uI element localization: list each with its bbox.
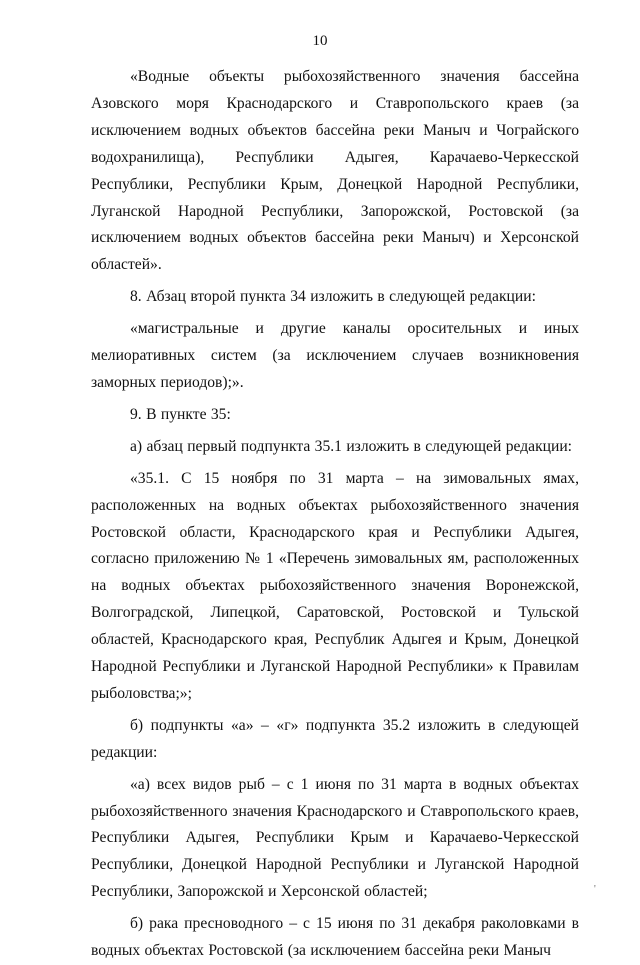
paragraph-water-objects-list: «Водные объекты рыбохозяйственного значения бассейна Азовского моря Краснодарского и Ставропольского краев (за исключением водных объектов бассейна реки Маныч и Чограйского водохранилища), Республики Адыгея, Карачаево-Черкесской Республики, Республики Крым, Донецкой Народной Республики, Луганской Народной Республики, Запорожской, Ростовской (за исключением водных объектов бассейна реки Маныч) и Херсонской областей». (91, 68, 579, 274)
document-body (91, 64, 579, 965)
paragraph-item-8: 8. Абзац второй пункта 34 изложить в следующей редакции: (130, 288, 536, 306)
paragraph-subitem-a: а) абзац первый подпункта 35.1 изложить в следующей редакции: (130, 437, 573, 455)
scan-margin-mark: ' (594, 884, 596, 895)
paragraph-item-9: 9. В пункте 35: (130, 405, 231, 423)
paragraph-crayfish: б) рака пресноводного – с 15 июня по 31 декабря раколовками в водных объектах Ростовской (за исключением бассейна реки Маныч (91, 915, 579, 960)
paragraph-all-fish-quote: «а) всех видов рыб – с 1 июня по 31 марта в водных объектах рыбохозяйственного значения Краснодарского и Ставропольского краев, Республики Адыгея, Республики Крым и Карачаево-Черкесской Республики, Донецкой Народной Республики и Луганской Народной Республики, Запорожской и Херсонской областей; (91, 775, 579, 901)
paragraph-subitem-b: б) подпункты «а» – «г» подпункта 35.2 изложить в следующей редакции: (91, 716, 579, 761)
paragraph-35-1-quote: «35.1. С 15 ноября по 31 марта – на зимовальных ямах, расположенных на водных объектах рыбохозяйственного значения Ростовской области, Краснодарского края и Республики Адыгея, согласно приложению № 1 «Перечень зимовальных ям, расположенных на водных объектах рыбохозяйственного значения Воронежской, Волгоградской, Липецкой, Саратовской, Ростовской и Тульской областей, Краснодарского края, Республик Адыгея и Крым, Донецкой Народной Республики и Луганской Народной Республики» к Правилам рыболовства;»; (91, 469, 579, 702)
paragraph-canals-quote: «магистральные и другие каналы оросительных и иных мелиоративных систем (за исключением случаев возникновения заморных периодов);». (91, 320, 579, 391)
page-number: 10 (312, 33, 328, 49)
